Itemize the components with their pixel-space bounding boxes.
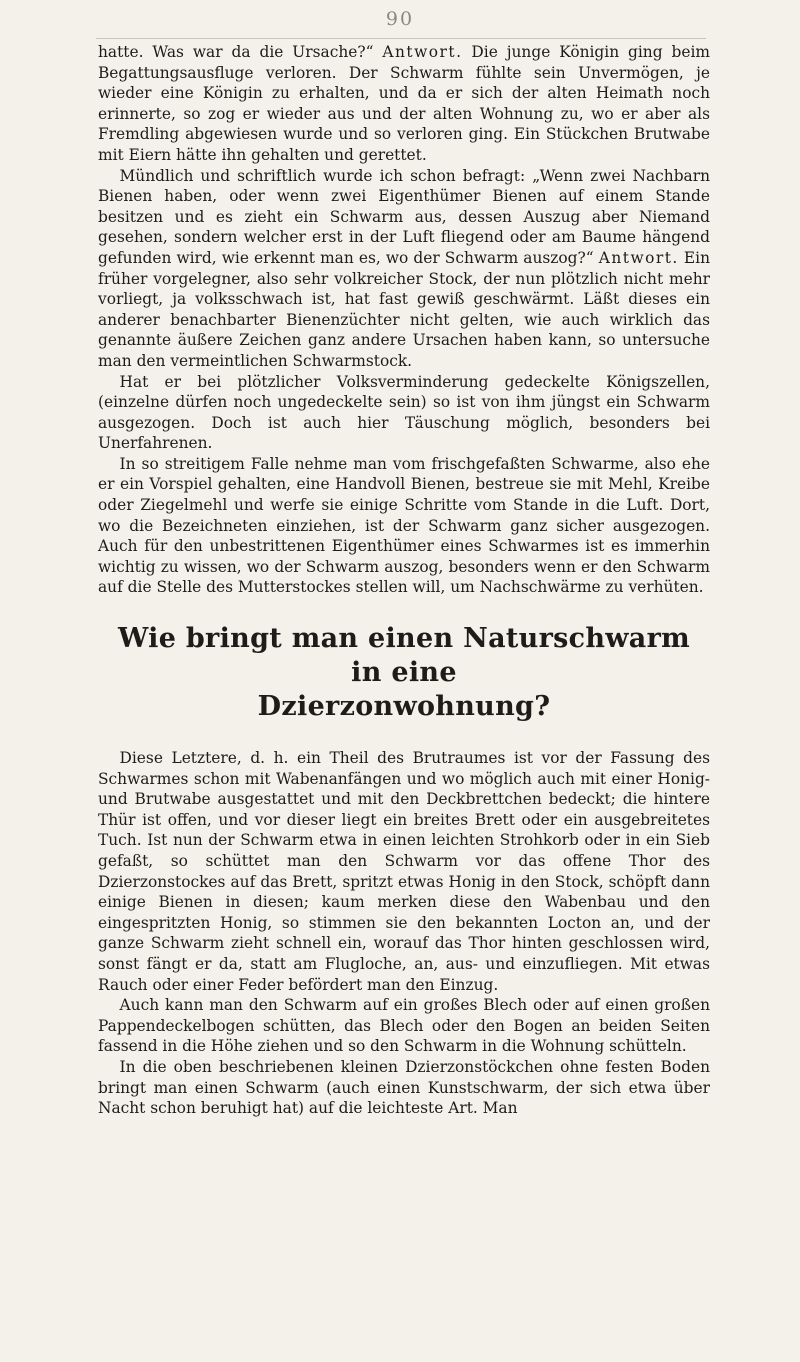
text-run: In so streitigem Falle nehme man vom frischgefaßten Schwarme, also ehe er ein Vorspiel gehalten, eine Handvoll Bienen, bestreue sie mit Mehl, Kreibe oder Ziegelmehl und werfe sie einige Schritte vom Stande in die Luft. Dort, wo die Bezeichneten einziehen, ist der Schwarm ganz sicher ausgezogen. Auch für den unbestrittenen Eigenthümer eines Schwarmes ist es immerhin wichtig zu wissen, wo der Schwarm auszog, besonders wenn er den Schwarm auf die Stelle des Mutterstockes stellen will, um Nachschwärme zu verhüten. (98, 454, 710, 597)
paragraph (98, 995, 710, 1057)
text-run: In die oben beschriebenen kleinen Dzierzonstöckchen ohne festen Boden bringt man einen Schwarm (auch einen Kunstschwarm, der sich etwa über Nacht schon beruhigt hat) auf die leichteste Art. Man (98, 1057, 710, 1118)
paragraph (98, 748, 710, 995)
spaced-keyword: Antwort. (598, 248, 679, 267)
paragraph (98, 454, 710, 598)
text-run: Die junge Königin ging beim Begattungsausfluge verloren. Der Schwarm fühlte sein Unvermögen, je wieder eine Königin zu erhalten, und da er sich der alten Heimath noch erinnerte, so zog er wieder aus und der alten Wohnung zu, wo er aber als Fremdling abgewiesen wurde und so verloren ging. Ein Stückchen Brutwabe mit Eiern hätte ihn gehalten und gerettet. (98, 43, 710, 164)
text-section-before (98, 42, 710, 598)
page-number: 90 (385, 8, 415, 30)
heading-line-2: Dzierzonwohnung? (257, 691, 551, 723)
text-run: Mündlich und schriftlich wurde ich schon befragt: „Wenn zwei Nachbarn Bienen haben, oder wenn zwei Eigenthümer Bienen auf einem Stande besitzen und es zieht ein Schwarm aus, dessen Auszug aber Niemand gesehen, sondern welcher erst in der Luft fliegend oder am Baume hängend gefunden wird, wie erkennt man es, wo der Schwarm auszog?“ (98, 166, 710, 267)
text-run: hatte. Was war da die Ursache?“ (98, 43, 383, 61)
text-run: Hat er bei plötzlicher Volksverminderung gedeckelte Königszellen, (einzelne dürfen noch ungedeckelte sein) so ist von ihm jüngst ein Schwarm ausgezogen. Doch ist auch hier Täuschung möglich, besonders bei Unerfahrenen. (98, 372, 710, 453)
header-rule (96, 38, 706, 39)
paragraph (98, 166, 710, 372)
spaced-keyword: Antwort. (382, 43, 463, 61)
text-run: Diese Letztere, d. h. ein Theil des Brutraumes ist vor der Fassung des Schwarmes schon mit Wabenanfängen und wo möglich auch mit einer Honig- und Brutwabe ausgestattet und mit den Deckbrettchen bedeckt; die hintere Thür ist offen, und vor dieser liegt ein breites Brett oder ein ausgebreitetes Tuch. Ist nun der Schwarm etwa in einen leichten Strohkorb oder in ein Sieb gefaßt, so schüttet man den Schwarm vor das offene Thor des Dzierzonstockes auf das Brett, spritzt etwas Honig in den Stock, schöpft dann einige Bienen in diesen; kaum merken diese den Wabenbau und den eingespritzten Honig, so stimmen sie den bekannten Locton an, und der ganze Schwarm zieht schnell ein, worauf das Thor hinten geschlossen wird, sonst fängt er da, statt am Flugloche, an, aus- und einzufliegen. Mit etwas Rauch oder einer Feder befördert man den Einzug. (98, 749, 710, 994)
text-run: Auch kann man den Schwarm auf ein großes Blech oder auf einen großen Pappendeckelbogen schütten, das Blech oder den Bogen an beiden Seiten fassend in die Höhe ziehen und so den Schwarm in die Wohnung schütteln. (98, 996, 710, 1056)
section-heading (98, 622, 710, 724)
text-section-after (98, 748, 710, 1119)
body-text (98, 42, 710, 1119)
heading-line-1: Wie bringt man einen Naturschwarm in eine (118, 623, 690, 689)
paragraph (98, 42, 710, 166)
text-run: Ein früher vorgelegner, also sehr volkreicher Stock, der nun plötzlich nicht mehr vorliegt, ja volksschwach ist, hat fast gewiß geschwärmt. Läßt dieses ein anderer benachbarter Bienenzüchter nicht gelten, wie auch wirklich das genannte äußere Zeichen ganz andere Ursachen haben kann, so untersuche man den vermeintlichen Schwarmstock. (98, 248, 710, 370)
paragraph (98, 372, 710, 454)
paragraph (98, 1057, 710, 1119)
